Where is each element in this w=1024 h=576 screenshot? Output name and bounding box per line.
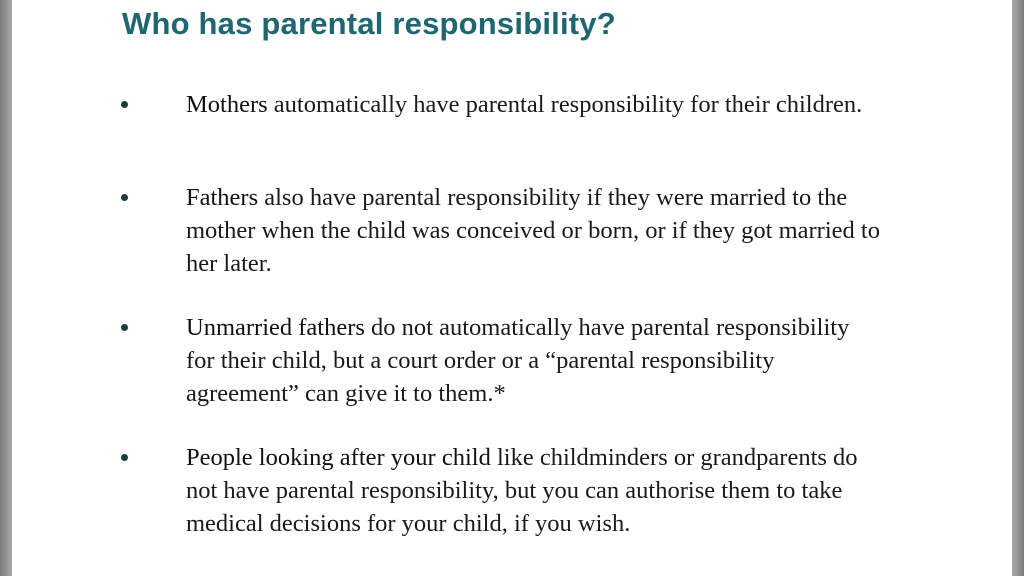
right-frame-border — [1012, 0, 1024, 576]
list-item-body: automatically have parental responsibility for their children. — [267, 91, 863, 118]
bullet-icon — [121, 454, 128, 461]
left-frame-border — [0, 0, 12, 576]
list-item-lead: Fathers — [186, 184, 259, 211]
list-item-text — [186, 311, 876, 410]
list-item-body: also have parental responsibility if they were married to the mother when the child was conceived or born, or if they got married to her later. — [186, 184, 880, 277]
list-item-lead: People looking after your child — [186, 444, 491, 471]
page-title: Who has parental responsibility? — [122, 6, 616, 41]
bullet-icon — [121, 194, 128, 201]
list-item-text — [186, 181, 906, 280]
list-item-lead: Mothers — [186, 91, 268, 118]
bullet-icon — [121, 101, 128, 108]
list-item-lead: Unmarried fathers — [186, 314, 365, 341]
document-page — [12, 0, 1012, 576]
bullet-icon — [121, 324, 128, 331]
list-item-body: like childminders or grandparents do not have parental responsibility, but you can authorise them to take medical decisions for your child, if you wish. — [186, 444, 858, 537]
list-item-body: do not automatically have parental responsibility for their child, but a court order or a “parental responsibility agreement” can give it to them.* — [186, 314, 850, 407]
list-item-text — [186, 88, 876, 121]
list-item-text — [186, 441, 886, 540]
